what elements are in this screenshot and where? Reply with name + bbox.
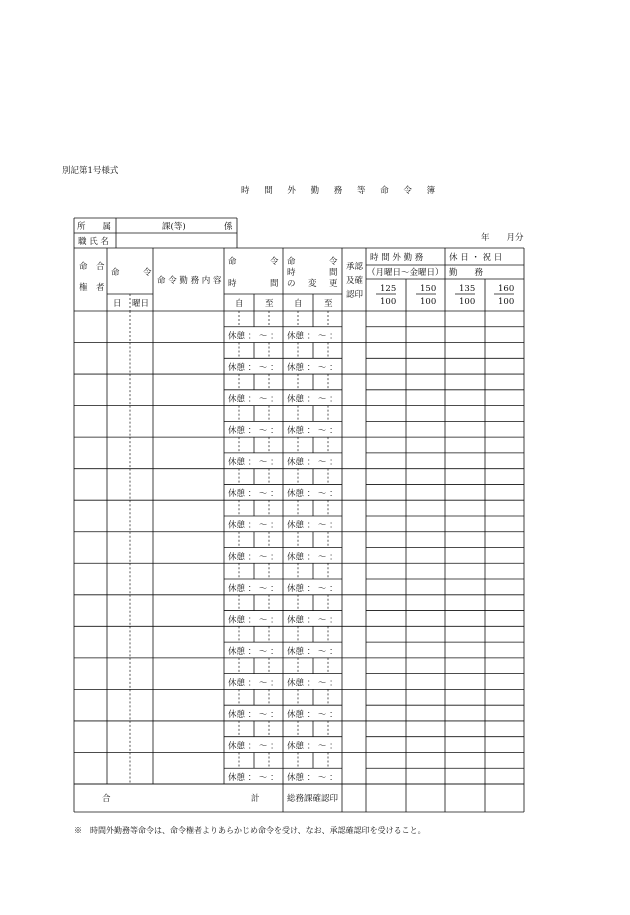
weekday-range-header: （月曜日～金曜日） <box>367 268 444 278</box>
ordered-time-header-3: 時 <box>228 279 237 289</box>
authority-header-1: 命 合 <box>79 262 105 272</box>
change-header-3: 時 <box>287 268 296 278</box>
change-header-4: 間 <box>329 268 338 278</box>
authority-header-2: 権 者 <box>79 283 105 293</box>
general-affairs-confirm-label: 総務課確認印 <box>287 794 339 804</box>
rate-135-denominator: 100 <box>459 297 476 307</box>
break-label-ordered: 休憩 ： ～ ： <box>228 520 279 531</box>
break-label-change: 休憩 ： ～ ： <box>287 394 338 405</box>
holiday-header: 休 日 ・ 祝 日 <box>449 253 503 263</box>
total-label-left: 合 <box>102 794 111 804</box>
break-label-ordered: 休憩 ： ～ ： <box>228 363 279 374</box>
section-label: 係 <box>224 222 233 232</box>
change-to-header: 至 <box>324 299 333 309</box>
duty-header: 命 令 勤 務 内 容 <box>157 276 222 286</box>
rate-150-denominator: 100 <box>420 297 437 307</box>
change-header-5: の <box>287 279 296 289</box>
year-month-label: 年 月分 <box>481 233 524 243</box>
break-label-change: 休憩 ： ～ ： <box>287 489 338 500</box>
overtime-header: 時 間 外 勤 務 <box>370 253 424 263</box>
break-label-ordered: 休憩 ： ～ ： <box>228 709 279 720</box>
order-header-2: 令 <box>143 268 152 278</box>
break-label-ordered: 休憩 ： ～ ： <box>228 741 279 752</box>
order-header-1: 命 <box>111 268 120 278</box>
change-header-1: 命 <box>287 257 296 267</box>
from-header: 自 <box>235 299 244 309</box>
weekday-header: 曜日 <box>132 299 150 309</box>
affiliation-label: 所 属 <box>77 222 112 232</box>
rate-125-numerator: 125 <box>380 284 397 294</box>
break-label-ordered: 休憩 ： ～ ： <box>228 583 279 594</box>
break-label-change: 休憩 ： ～ ： <box>287 646 338 657</box>
break-label-ordered: 休憩 ： ～ ： <box>228 646 279 657</box>
break-label-ordered: 休憩 ： ～ ： <box>228 552 279 563</box>
change-header-6: 変 <box>308 279 317 289</box>
staff-name-label: 職 氏 名 <box>78 237 109 247</box>
to-header: 至 <box>265 299 274 309</box>
break-label-change: 休憩 ： ～ ： <box>287 773 338 783</box>
break-label-change: 休憩 ： ～ ： <box>287 552 338 563</box>
break-label-change: 休憩 ： ～ ： <box>287 615 338 626</box>
break-label-change: 休憩 ： ～ ： <box>287 678 338 689</box>
break-label-ordered: 休憩 ： ～ ： <box>228 615 279 626</box>
break-label-ordered: 休憩 ： ～ ： <box>228 331 279 342</box>
change-header-7: 更 <box>329 279 338 289</box>
ordered-time-header-1: 命 <box>228 257 237 267</box>
approval-header-1: 承認 <box>346 262 364 272</box>
break-label-change: 休憩 ： ～ ： <box>287 709 338 720</box>
change-from-header: 自 <box>294 299 303 309</box>
total-label-right: 計 <box>251 794 260 804</box>
break-label-ordered: 休憩 ： ～ ： <box>228 678 279 689</box>
approval-header-3: 認印 <box>346 290 364 300</box>
break-label-change: 休憩 ： ～ ： <box>287 457 338 468</box>
rate-160-numerator: 160 <box>498 284 515 294</box>
ordered-time-header-4: 間 <box>270 279 279 289</box>
break-label-change: 休憩 ： ～ ： <box>287 363 338 374</box>
form-label: 別記第1号様式 <box>62 166 119 176</box>
rate-125-denominator: 100 <box>380 297 397 307</box>
break-label-change: 休憩 ： ～ ： <box>287 426 338 437</box>
change-header-2: 令 <box>329 257 338 267</box>
break-label-ordered: 休憩 ： ～ ： <box>228 457 279 468</box>
break-label-ordered: 休憩 ： ～ ： <box>228 394 279 405</box>
break-label-change: 休憩 ： ～ ： <box>287 520 338 531</box>
holiday-duty-header: 勤 務 <box>449 268 484 278</box>
break-label-change: 休憩 ： ～ ： <box>287 331 338 342</box>
day-header: 日 <box>113 299 122 309</box>
page-title: 時 間 外 勤 務 等 命 令 簿 <box>241 186 442 196</box>
break-label-ordered: 休憩 ： ～ ： <box>228 426 279 437</box>
break-label-ordered: 休憩 ： ～ ： <box>228 489 279 500</box>
rate-150-numerator: 150 <box>420 284 437 294</box>
rate-160-denominator: 100 <box>498 297 515 307</box>
break-label-change: 休憩 ： ～ ： <box>287 741 338 752</box>
break-label-ordered: 休憩 ： ～ ： <box>228 773 279 783</box>
approval-header-2: 及確 <box>346 276 364 286</box>
break-label-change: 休憩 ： ～ ： <box>287 583 338 594</box>
dept-label: 課(等) <box>162 222 186 232</box>
rate-135-numerator: 135 <box>459 284 476 294</box>
footnote: ※ 時間外勤務等命令は、命令権者よりあらかじめ命令を受け、なお、承認確認印を受けること。 <box>74 826 426 835</box>
ordered-time-header-2: 令 <box>270 257 279 267</box>
